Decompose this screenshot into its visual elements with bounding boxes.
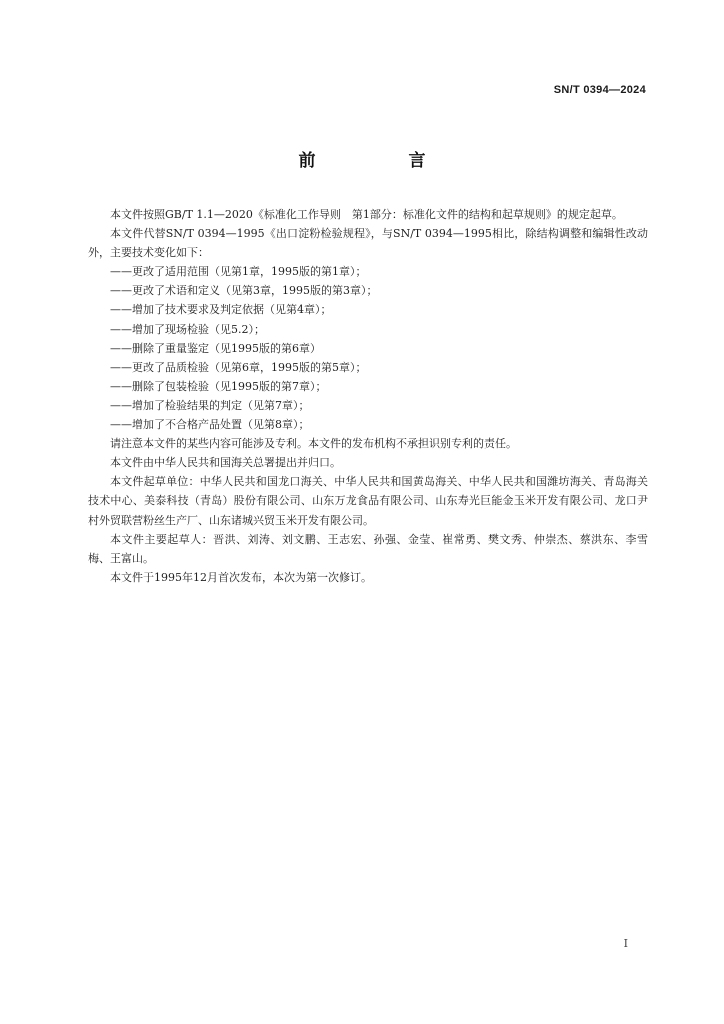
paragraph-drafting-units: 本文件起草单位：中华人民共和国龙口海关、中华人民共和国黄岛海关、中华人民共和国潍坊海关、青岛海关技术中心、美泰科技（青岛）股份有限公司、山东万龙食品有限公司、山东寿光巨能金玉米开发有限公司、龙口尹村外贸联营粉丝生产厂、山东诸城兴贸玉米开发有限公司。 xyxy=(88,475,648,527)
page-title: 前 言 xyxy=(298,151,464,171)
paragraph-replacement: 本文件代替SN/T 0394—1995《出口淀粉检验规程》，与SN/T 0394—1995相比，除结构调整和编辑性改动外，主要技术变化如下： xyxy=(88,227,648,260)
list-item: ——增加了不合格产品处置（见第8章）； xyxy=(110,418,310,432)
list-item: ——增加了现场检验（见5.2）； xyxy=(110,322,265,336)
list-item: ——更改了适用范围（见第1章，1995版的第1章）； xyxy=(110,265,367,279)
technical-changes-list xyxy=(88,262,648,434)
list-item: ——增加了技术要求及判定依据（见第4章）； xyxy=(110,303,332,317)
paragraph-history: 本文件于1995年12月首次发布，本次为第一次修订。 xyxy=(110,570,372,584)
paragraph-patent-notice: 请注意本文件的某些内容可能涉及专利。本文件的发布机构不承担识别专利的责任。 xyxy=(110,437,517,451)
list-item: ——更改了术语和定义（见第3章，1995版的第3章）； xyxy=(110,284,378,298)
paragraph-drafting-rules: 本文件按照GB/T 1.1—2020《标准化工作导则 第1部分：标准化文件的结构和起草规则》的规定起草。 xyxy=(110,208,623,221)
standard-number: SN/T 0394—2024 xyxy=(553,84,646,96)
list-item: ——更改了品质检验（见第6章，1995版的第5章）； xyxy=(110,360,367,374)
page-number: I xyxy=(623,937,628,950)
list-item: ——增加了检验结果的判定（见第7章）； xyxy=(110,398,310,412)
list-item: ——删除了重量鉴定（见1995版的第6章） xyxy=(110,341,321,355)
list-item: ——删除了包装检验（见1995版的第7章）； xyxy=(110,379,327,393)
document-body xyxy=(88,205,648,587)
paragraph-drafters: 本文件主要起草人：晋洪、刘涛、刘文鹏、王志宏、孙强、金莹、崔常勇、樊文秀、仲崇杰、蔡洪东、李雪梅、王富山。 xyxy=(88,532,648,565)
paragraph-proposer: 本文件由中华人民共和国海关总署提出并归口。 xyxy=(110,456,341,470)
